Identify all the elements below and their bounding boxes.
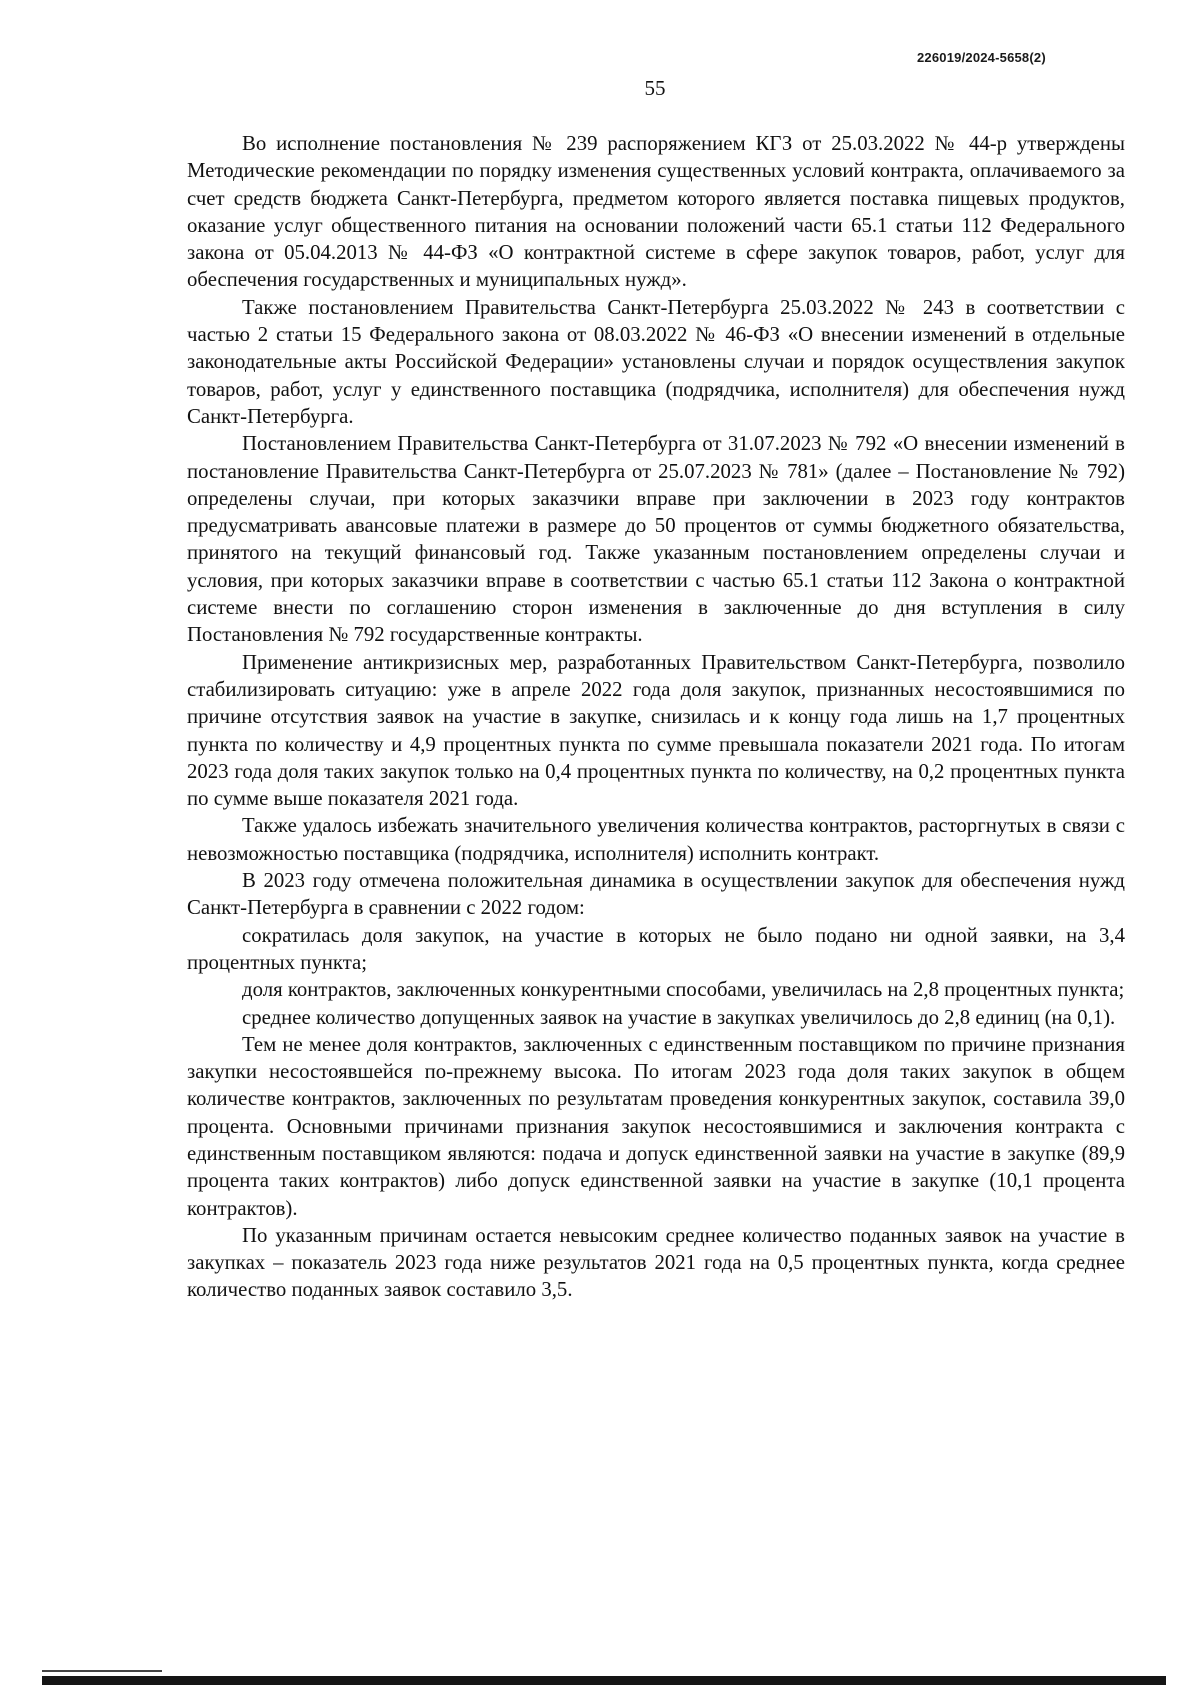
paragraph: Постановлением Правительства Санкт-Петербурга от 31.07.2023 № 792 «О внесении изменений в постановление Правительства Санкт-Петербурга от 25.07.2023 № 781» (далее – Постановление № 792) определены случаи, при которых заказчики вправе при заключении в 2023 году контрактов предусматривать авансовые платежи в размере до 50 процентов от суммы бюджетного обязательства, принятого на текущий финансовый год. Также указанным постановлением определены случаи и условия, при которых заказчики вправе в соответствии с частью 65.1 статьи 112 Закона о контрактной системе внести по соглашению сторон изменения в заключенные до дня вступления в силу Постановления № 792 государственные контракты.: [187, 432, 1125, 647]
scan-bottom-bar: [42, 1676, 1166, 1685]
list-item: среднее количество допущенных заявок на участие в закупках увеличилось до 2,8 единиц (на 0,1).: [242, 1005, 1116, 1029]
page-number: 55: [644, 76, 666, 100]
list-item: доля контрактов, заключенных конкурентными способами, увеличилась на 2,8 процентных пункта;: [242, 978, 1125, 1002]
paragraph: Во исполнение постановления № 239 распоряжением КГЗ от 25.03.2022 № 44-р утверждены Методические рекомендации по порядку изменения существенных условий контракта, оплачиваемого за счет средств бюджета Санкт-Петербурга, предметом которого является поставка пищевых продуктов, оказание услуг общественного питания на основании положений части 65.1 статьи 112 Федерального закона от 05.04.2013 № 44-ФЗ «О контрактной системе в сфере закупок товаров, работ, услуг для обеспечения государственных и муниципальных нужд».: [187, 132, 1125, 292]
paragraph: Также удалось избежать значительного увеличения количества контрактов, расторгнутых в связи с невозможностью поставщика (подрядчика, исполнителя) исполнить контракт.: [187, 814, 1125, 865]
body-text: [187, 130, 1125, 1304]
document-id: 226019/2024-5658(2): [917, 50, 1046, 65]
paragraph: Применение антикризисных мер, разработанных Правительством Санкт-Петербурга, позволило стабилизировать ситуацию: уже в апреле 2022 года доля закупок, признанных несостоявшимися по причине отсутствия заявок на участие в закупке, снизилась и к концу года лишь на 1,7 процентных пункта по количеству и 4,9 процентных пункта по сумме превышала показатели 2021 года. По итогам 2023 года доля таких закупок только на 0,4 процентных пункта по количеству, на 0,2 процентных пункта по сумме выше показателя 2021 года.: [187, 650, 1125, 811]
paragraph: Также постановлением Правительства Санкт-Петербурга 25.03.2022 № 243 в соответствии с частью 2 статьи 15 Федерального закона от 08.03.2022 № 46-ФЗ «О внесении изменений в отдельные законодательные акты Российской Федерации» установлены случаи и порядок осуществления закупок товаров, работ, услуг у единственного поставщика (подрядчика, исполнителя) для обеспечения нужд Санкт-Петербурга.: [187, 295, 1125, 428]
list-item: сократилась доля закупок, на участие в которых не было подано ни одной заявки, на 3,4 процентных пункта;: [187, 923, 1125, 974]
paragraph: Тем не менее доля контрактов, заключенных с единственным поставщиком по причине признания закупки несостоявшейся по-прежнему высока. По итогам 2023 года доля таких закупок в общем количестве контрактов, заключенных по результатам проведения конкурентных закупок, составила 39,0 процента. Основными причинами признания закупок несостоявшимися и заключения контракта с единственным поставщиком являются: подача и допуск единственной заявки на участие в закупке (89,9 процента таких контрактов) либо допуск единственной заявки на участие в закупке (10,1 процента контрактов).: [187, 1032, 1125, 1220]
paragraph: По указанным причинам остается невысоким среднее количество поданных заявок на участие в закупках – показатель 2023 года ниже результатов 2021 года на 0,5 процентных пункта, когда среднее количество поданных заявок составило 3,5.: [187, 1223, 1125, 1302]
paragraph: В 2023 году отмечена положительная динамика в осуществлении закупок для обеспечения нужд Санкт-Петербурга в сравнении с 2022 годом:: [187, 869, 1125, 920]
scan-edge-line: [42, 1670, 162, 1672]
